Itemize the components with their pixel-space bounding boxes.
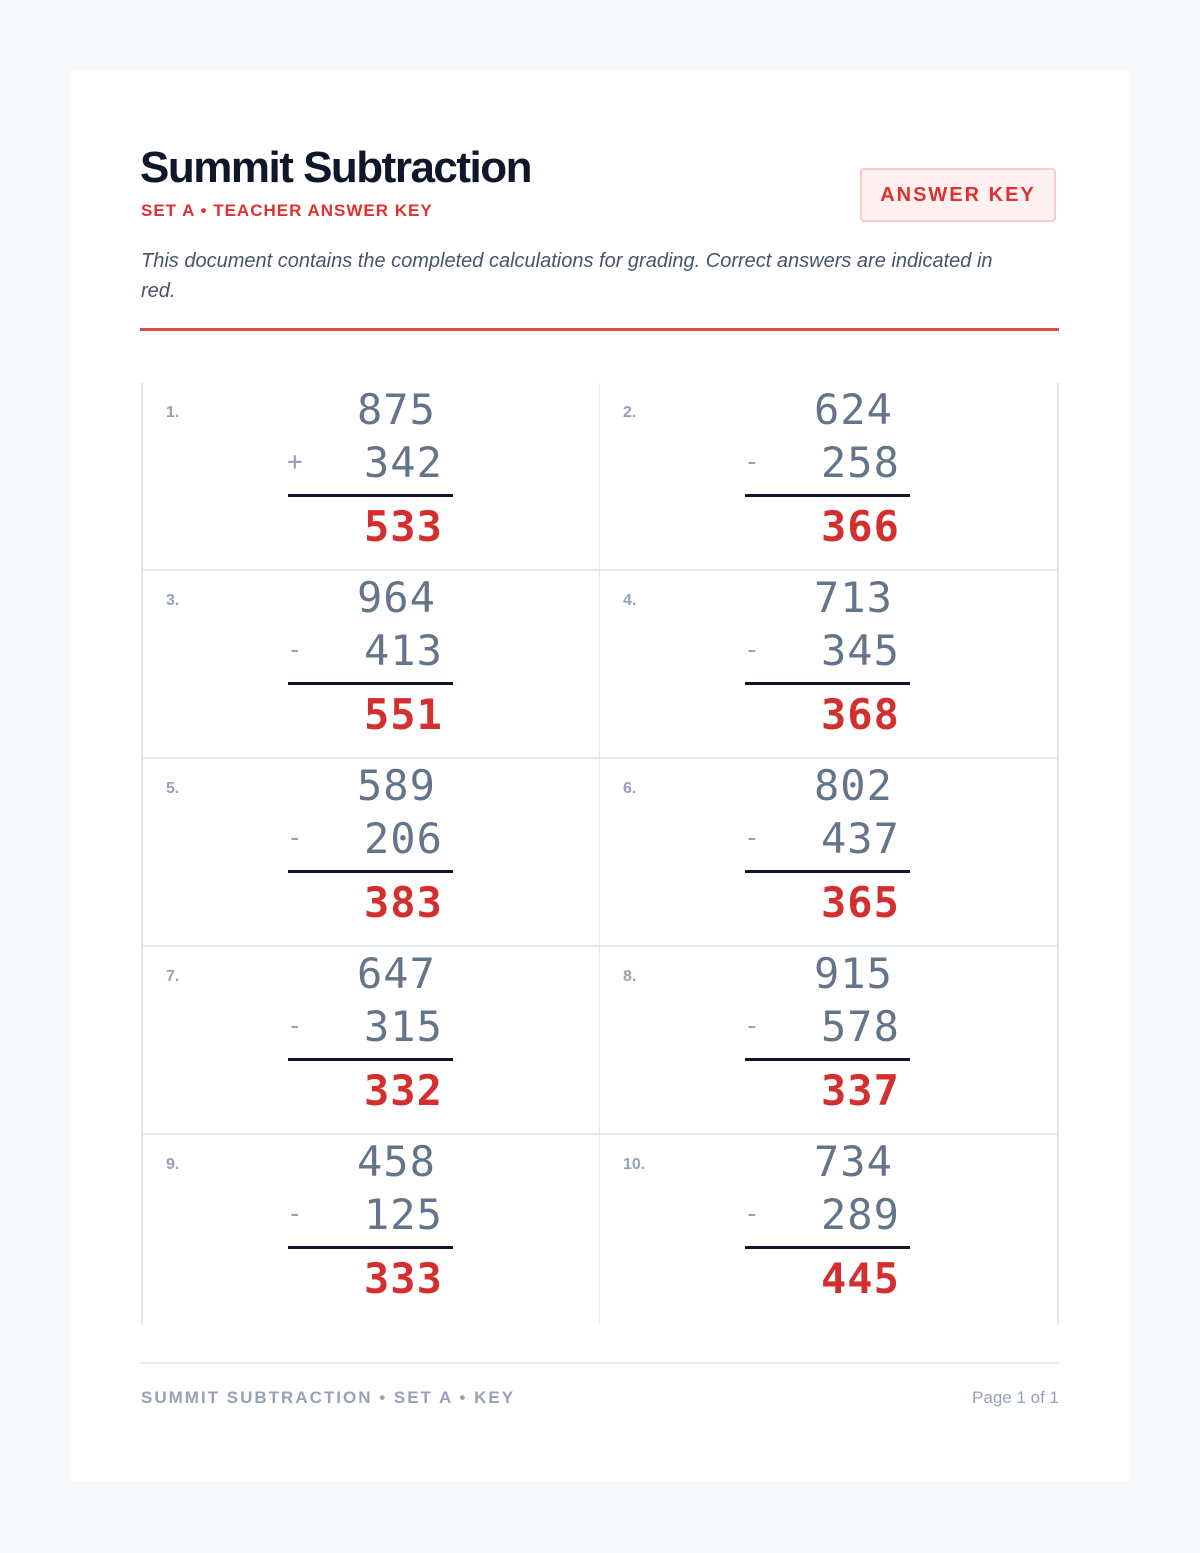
- answer-key-badge: ANSWER KEY: [860, 168, 1056, 222]
- intro-text: This document contains the completed calculations for grading. Correct answers are indicated in red.: [141, 250, 993, 302]
- subtrahend: 289: [821, 1190, 900, 1239]
- problem-number: 7.: [166, 968, 180, 985]
- minuend: 647: [357, 949, 436, 998]
- subtrahend: 206: [364, 814, 443, 863]
- operator-sign: -: [744, 1011, 760, 1041]
- minuend: 734: [814, 1137, 893, 1186]
- problem-10: [600, 1135, 1057, 1323]
- subtrahend: 315: [364, 1002, 443, 1051]
- problem-number: 3.: [166, 592, 180, 609]
- minuend: 589: [357, 761, 436, 810]
- footer-document-label: SUMMIT SUBTRACTION • SET A • KEY: [141, 1388, 516, 1407]
- problem-grid: [141, 383, 1059, 1325]
- minuend: 458: [357, 1137, 436, 1186]
- operator-sign: +: [287, 447, 303, 477]
- answer-line: [288, 1058, 453, 1061]
- operator-sign: -: [744, 1199, 760, 1229]
- answer-value: 366: [821, 502, 900, 551]
- problem-2: [600, 383, 1057, 571]
- operator-sign: -: [287, 1011, 303, 1041]
- answer-value: 383: [364, 878, 443, 927]
- problem-number: 8.: [623, 968, 637, 985]
- problem-7: [143, 947, 600, 1135]
- minuend: 624: [814, 385, 893, 434]
- answer-line: [745, 1058, 910, 1061]
- answer-line: [745, 494, 910, 497]
- answer-value: 368: [821, 690, 900, 739]
- minuend: 713: [814, 573, 893, 622]
- subtrahend: 342: [364, 438, 443, 487]
- answer-line: [288, 682, 453, 685]
- minuend: 875: [357, 385, 436, 434]
- page-title: Summit Subtraction: [140, 143, 532, 192]
- answer-value: 551: [364, 690, 443, 739]
- operator-sign: -: [744, 447, 760, 477]
- subtrahend: 578: [821, 1002, 900, 1051]
- problem-number: 6.: [623, 780, 637, 797]
- problem-number: 5.: [166, 780, 180, 797]
- answer-value: 365: [821, 878, 900, 927]
- subtrahend: 345: [821, 626, 900, 675]
- problem-number: 9.: [166, 1156, 180, 1173]
- operator-sign: -: [744, 823, 760, 853]
- subtrahend: 437: [821, 814, 900, 863]
- answer-value: 333: [364, 1254, 443, 1303]
- operator-sign: -: [287, 1199, 303, 1229]
- footer-divider: [140, 1362, 1059, 1364]
- operator-sign: -: [287, 635, 303, 665]
- answer-line: [745, 1246, 910, 1249]
- minuend: 964: [357, 573, 436, 622]
- problem-1: [143, 383, 600, 571]
- subtrahend: 258: [821, 438, 900, 487]
- worksheet-page: [70, 70, 1130, 1481]
- problem-4: [600, 571, 1057, 759]
- footer-page-number: Page 1 of 1: [972, 1388, 1059, 1407]
- operator-sign: -: [744, 635, 760, 665]
- subtrahend: 125: [364, 1190, 443, 1239]
- problem-number: 1.: [166, 404, 180, 421]
- answer-line: [288, 870, 453, 873]
- problem-number: 4.: [623, 592, 637, 609]
- answer-value: 332: [364, 1066, 443, 1115]
- answer-line: [288, 1246, 453, 1249]
- answer-line: [745, 682, 910, 685]
- problem-6: [600, 759, 1057, 947]
- problem-3: [143, 571, 600, 759]
- operator-sign: -: [287, 823, 303, 853]
- answer-value: 445: [821, 1254, 900, 1303]
- problem-5: [143, 759, 600, 947]
- answer-value: 533: [364, 502, 443, 551]
- header-divider: [140, 328, 1059, 331]
- answer-line: [745, 870, 910, 873]
- problem-number: 10.: [623, 1156, 646, 1173]
- problem-9: [143, 1135, 600, 1323]
- problem-number: 2.: [623, 404, 637, 421]
- minuend: 802: [814, 761, 893, 810]
- subtrahend: 413: [364, 626, 443, 675]
- page-subtitle: SET A • TEACHER ANSWER KEY: [141, 201, 433, 220]
- problem-8: [600, 947, 1057, 1135]
- answer-line: [288, 494, 453, 497]
- answer-value: 337: [821, 1066, 900, 1115]
- minuend: 915: [814, 949, 893, 998]
